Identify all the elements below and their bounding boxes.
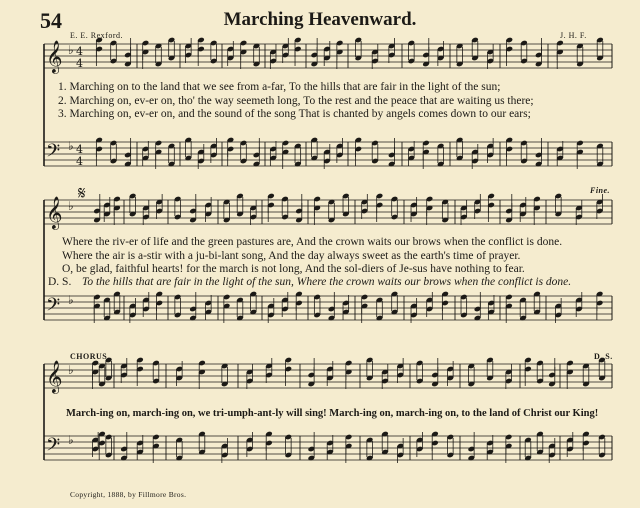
verse-1-line-2: Where the riv-er of life and the green pastures are, And the crown waits our brows when the conflict is done. — [62, 236, 563, 248]
lyricist-credit: E. E. Rexford. — [70, 31, 123, 40]
verse-1-line-1: 1. Marching on to the land that we see from a-far, To the hills that are fair in the light of the sun; — [58, 81, 501, 93]
bass-clef-icon: 𝄢 — [46, 141, 61, 166]
chorus-label: CHORUS. — [70, 352, 110, 361]
chorus-text: March-ing on, march-ing on, we tri-umph-ant-ly will sing! March-ing on, march-ing on, to the land of Christ our King! — [66, 408, 599, 419]
bass-clef-icon: 𝄢 — [46, 435, 61, 460]
flat-sign: ♭ — [68, 139, 74, 153]
bass-clef-icon: 𝄢 — [46, 295, 61, 320]
hymn-title: Marching Heavenward. — [223, 9, 417, 30]
flat-sign: ♭ — [68, 43, 74, 57]
copyright-notice: Copyright, 1888, by Fillmore Bros. — [70, 490, 187, 499]
treble-clef-icon: 𝄞 — [46, 40, 63, 73]
flat-sign: ♭ — [68, 363, 74, 377]
treble-clef-icon: 𝄞 — [46, 360, 63, 393]
flat-sign: ♭ — [68, 293, 74, 307]
verse-2-line-1: 2. Marching on, ev-er on, tho' the way seemeth long, To the rest and the peace that are waiting us there; — [58, 95, 534, 107]
time-signature: 4 — [76, 143, 83, 156]
verse-3-line-2: O, be glad, faithful hearts! for the march is not long, And the sol-diers of Je-sus have nothing to fear. — [62, 263, 525, 275]
flat-sign: ♭ — [68, 433, 74, 447]
time-signature: 4 — [76, 57, 83, 70]
segno-sign: 𝄋 — [78, 183, 86, 203]
ds-label-2: D. S. — [48, 276, 72, 288]
time-signature: 4 — [76, 45, 83, 58]
fine-marker: Fine. — [590, 186, 611, 195]
ds-label-3: D. S. — [594, 352, 613, 361]
flat-sign: ♭ — [68, 199, 74, 213]
treble-clef-icon: 𝄞 — [46, 196, 63, 229]
time-signature: 4 — [76, 155, 83, 168]
verse-2-line-2: Where the air is a-stir with a ju-bi-lant song, And the day always sweet as the earth's time of prayer. — [62, 250, 521, 262]
ds-text: To the hills that are fair in the light of the sun, Where the crown waits our brows when the conflict is done. — [82, 276, 572, 288]
verse-3-line-1: 3. Marching on, ev-er on, and the sound of the song That is chanted by angels comes down to our ears; — [58, 108, 531, 120]
composer-credit: J. H. F. — [560, 31, 587, 40]
page-number: 54 — [40, 8, 62, 33]
